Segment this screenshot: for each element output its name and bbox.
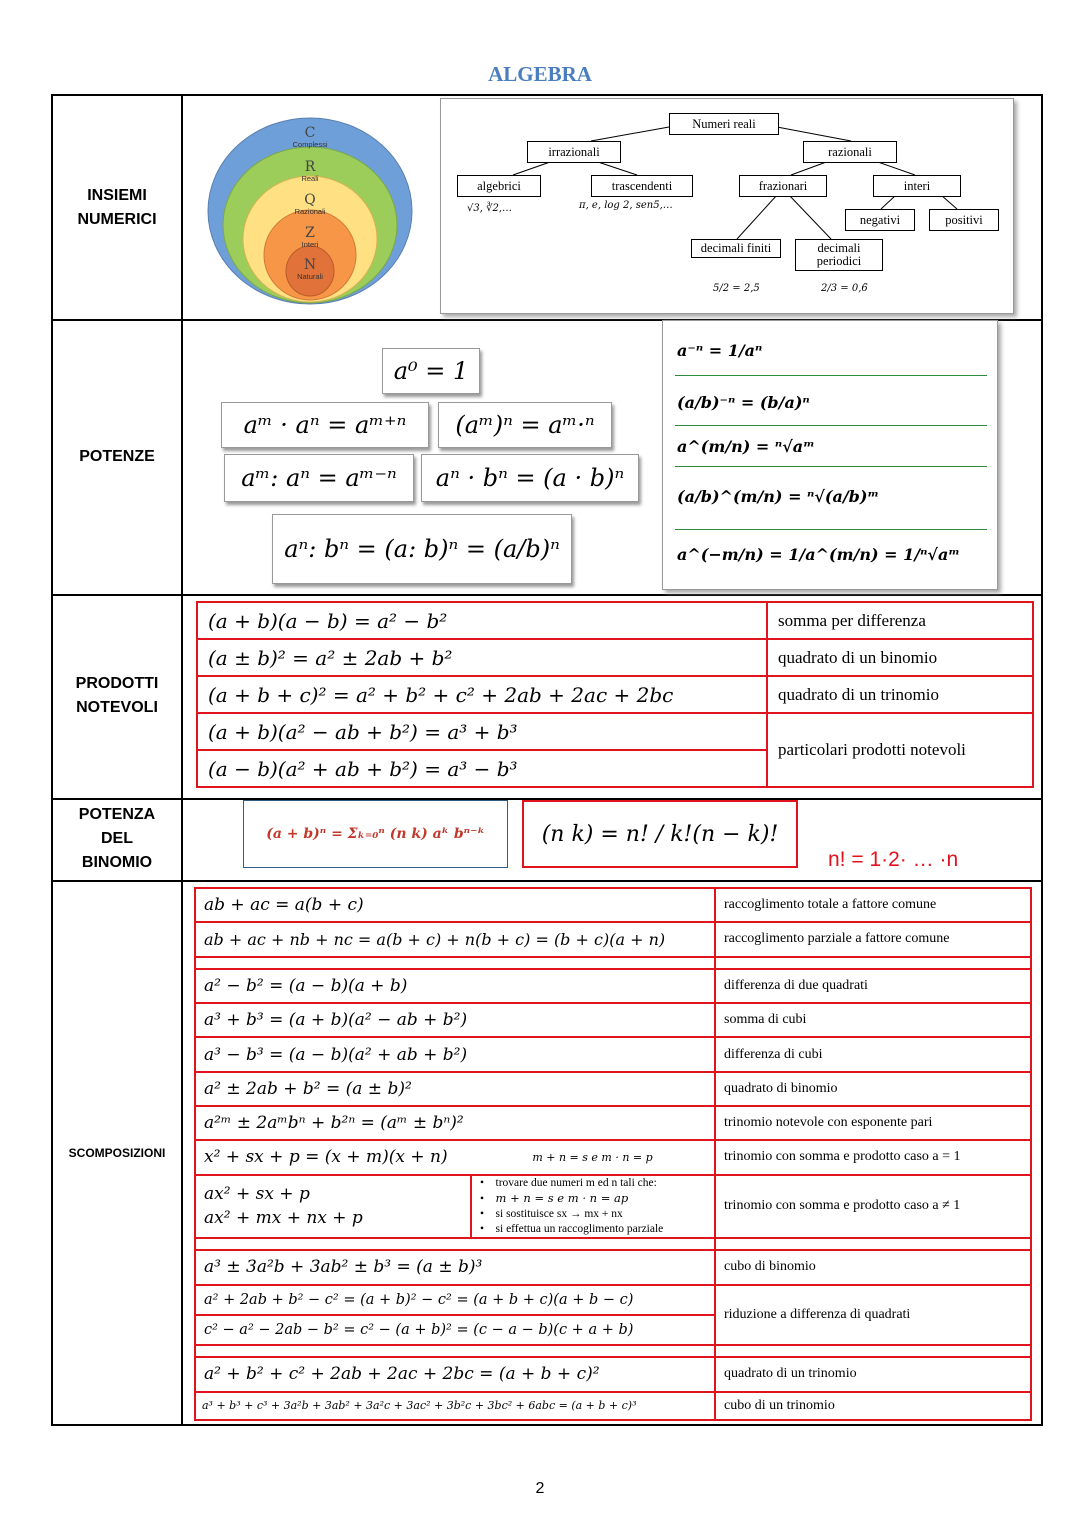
example-trascendenti: π, e, log 2, sen5,… [579,200,673,211]
spacer-row [195,1345,1031,1357]
note-cell [471,1140,715,1174]
formula-cell: a² − b² = (a − b)(a + b) [195,969,715,1003]
table-row [195,1250,1031,1284]
property-separator [675,375,987,376]
power-property: a^(m/n) = ⁿ√aᵐ [677,437,815,456]
formula-cell: (a + b + c)² = a² + b² + c² + 2ab + 2ac + 2bc [197,676,767,713]
formula-cell: (a ± b)² = a² ± 2ab + b² [197,639,767,676]
step-text: si effettua un raccoglimento parziale [495,1222,664,1235]
formula-line: ax² + sx + p [204,1184,310,1205]
formula-cell: (a − b)(a² + ab + b²) = a³ − b³ [197,750,767,787]
description-cell: quadrato di un trinomio [767,676,1033,713]
set-symbol: Z [305,225,315,241]
tree-node-root: Numeri reali [669,113,779,135]
step-text: m + n = s e m · n = ap [495,1190,629,1205]
set-name: Razionali [294,207,326,216]
table-row [197,676,1033,713]
formula-cell: ab + ac = a(b + c) [195,888,715,922]
step-item: • m + n = s e m · n = ap [480,1190,629,1205]
description-cell: trinomio con somma e prodotto caso a ≠ 1 [715,1175,1031,1239]
tree-node-decimali-finiti: decimali finiti [691,239,781,258]
description-cell: cubo di un trinomio [715,1392,1031,1420]
number-sets-diagram [205,115,415,307]
formula-box: (aᵐ)ⁿ = aᵐ·ⁿ [438,402,612,448]
formula-cell: a³ + b³ = (a + b)(a² − ab + b²) [195,1003,715,1037]
newton-formula: (a + b)ⁿ = Σₖ₌₀ⁿ (n k) aᵏ bⁿ⁻ᵏ [243,800,508,868]
binomial-coefficient-formula: (n k) = n! / k!(n − k)! [522,800,798,868]
example-algebrici: √3, ∛2,… [467,203,513,214]
description-cell: quadrato di un binomio [767,639,1033,676]
description-cell: differenza di due quadrati [715,969,1031,1003]
formula-line: ax² + mx + nx + p [204,1208,363,1229]
page-title: ALGEBRA [488,62,592,86]
formula-box: a⁰ = 1 [382,348,480,394]
power-property: (a/b)^(m/n) = ⁿ√(a/b)ᵐ [677,487,880,506]
power-property: (a/b)⁻ⁿ = (b/a)ⁿ [677,393,810,412]
property-separator [675,425,987,426]
table-row [195,1003,1031,1037]
formula-cell: (a + b)(a − b) = a² − b² [197,602,767,639]
formula-cell: a²ᵐ ± 2aᵐbⁿ + b²ⁿ = (aᵐ ± bⁿ)² [195,1106,715,1140]
step-text: si sostituisce sx → mx + nx [495,1207,623,1220]
table-row [197,713,1033,750]
table-row [197,639,1033,676]
table-row [197,602,1033,639]
section-label-insiemi: INSIEMI NUMERICI [77,186,157,228]
column-divider [181,96,183,1424]
formula-box: aᵐ · aⁿ = aᵐ⁺ⁿ [221,402,429,448]
description-cell: somma di cubi [715,1003,1031,1037]
description-cell: quadrato di binomio [715,1072,1031,1106]
tree-node-algebrici: algebrici [457,175,541,197]
number-tree [440,98,1014,314]
steps-cell [471,1175,715,1239]
tree-node-frazionari: frazionari [739,175,827,197]
scomposizioni-table [194,887,1032,1421]
prodotti-notevoli-table [196,601,1034,788]
formula-cell: ab + ac + nb + nc = a(b + c) + n(b + c) = (b + c)(a + n) [195,922,715,956]
formula-cell: (a + b)(a² − ab + b²) = a³ + b³ [197,713,767,750]
table-row [195,1357,1031,1391]
formula-box: aᵐ: aⁿ = aᵐ⁻ⁿ [224,454,414,502]
formula-cell: a² + 2ab + b² − c² = (a + b)² − c² = (a + b + c)(a + b − c) [195,1285,715,1315]
table-row [195,1106,1031,1140]
tree-node-positivi: positivi [929,209,999,231]
step-item: • si sostituisce sx → mx + nx [480,1207,623,1220]
example-finiti: 5/2 = 2,5 [713,283,760,294]
description-cell: trinomio notevole con esponente pari [715,1106,1031,1140]
description-cell: cubo di binomio [715,1250,1031,1284]
power-properties-box [662,320,998,590]
formula-cell: a² ± 2ab + b² = (a ± b)² [195,1072,715,1106]
set-symbol: R [304,159,316,175]
formula-cell: c² − a² − 2ab − b² = c² − (a + b)² = (c − a − b)(c + a + b) [195,1315,715,1345]
description-cell: raccoglimento totale a fattore comune [715,888,1031,922]
formula-cell: x² + sx + p = (x + m)(x + n) [195,1140,471,1174]
table-row [195,1072,1031,1106]
set-symbol: N [303,257,317,273]
set-symbol: Q [304,192,316,208]
power-property: a⁻ⁿ = 1/aⁿ [677,341,763,360]
factorial-definition: n! = 1·2· … ·n [828,848,959,871]
row-divider [53,594,1041,596]
formula-cell: a³ ± 3a²b + 3ab² ± b³ = (a ± b)³ [195,1250,715,1284]
tree-node-irrazionali: irrazionali [527,141,621,163]
section-label-potenze: POTENZE [79,447,155,465]
set-name: Complessi [292,140,328,149]
property-separator [675,466,987,467]
spacer-row [195,957,1031,969]
description-cell: quadrato di un trinomio [715,1357,1031,1391]
table-row [195,969,1031,1003]
description-cell: trinomio con somma e prodotto caso a = 1 [715,1140,1031,1174]
table-row [195,1037,1031,1071]
step-item: • si effettua un raccoglimento parziale [480,1222,664,1235]
set-name: Interi [301,240,319,249]
table-row [195,888,1031,922]
description-cell: raccoglimento parziale a fattore comune [715,922,1031,956]
formula-cell: a³ + b³ + c³ + 3a²b + 3ab² + 3a²c + 3ac² + 3b²c + 3bc² + 6abc = (a + b + c)³ [195,1392,715,1420]
tree-node-interi: interi [873,175,961,197]
table-row [195,1175,1031,1239]
property-separator [675,529,987,530]
set-symbol: C [304,125,316,141]
description-cell: differenza di cubi [715,1037,1031,1071]
description-cell: particolari prodotti notevoli [767,713,1033,787]
tree-node-razionali: razionali [803,141,897,163]
example-periodici: 2/3 = 0,6̄ [821,283,868,294]
formula-box: aⁿ · bⁿ = (a · b)ⁿ [421,454,639,502]
page-number: 2 [535,1480,545,1497]
step-item: • trovare due numeri m ed n tali che: [480,1176,657,1189]
description-cell: somma per differenza [767,602,1033,639]
table-row [195,922,1031,956]
row-divider [53,880,1041,882]
formula-cell: a³ − b³ = (a − b)(a² + ab + b²) [195,1037,715,1071]
formula-box: aⁿ: bⁿ = (a: b)ⁿ = (a/b)ⁿ [272,514,572,584]
formula-cell: a² + b² + c² + 2ab + 2ac + 2bc = (a + b + c)² [195,1357,715,1391]
spacer-row [195,1238,1031,1250]
table-row [195,1392,1031,1420]
description-cell: riduzione a differenza di quadrati [715,1285,1031,1346]
table-row [195,1140,1031,1174]
tree-node-negativi: negativi [845,209,915,231]
section-label-scomposizioni: SCOMPOSIZIONI [68,1146,166,1160]
formula-cell [195,1175,471,1239]
section-label-binomio: POTENZA DEL BINOMIO [78,806,156,871]
section-label-prodotti: PRODOTTI NOTEVOLI [75,675,159,716]
step-text: trovare due numeri m ed n tali che: [495,1176,657,1189]
sum-product-note: m + n = s e m · n = p [532,1151,653,1165]
table-row [195,1285,1031,1315]
set-name: Reali [301,174,319,183]
power-property: a^(−m/n) = 1/a^(m/n) = 1/ⁿ√aᵐ [677,545,960,564]
set-name: Naturali [297,272,323,281]
tree-node-trascendenti: trascendenti [591,175,693,197]
tree-node-decimali-periodici: decimali periodici [795,239,883,271]
